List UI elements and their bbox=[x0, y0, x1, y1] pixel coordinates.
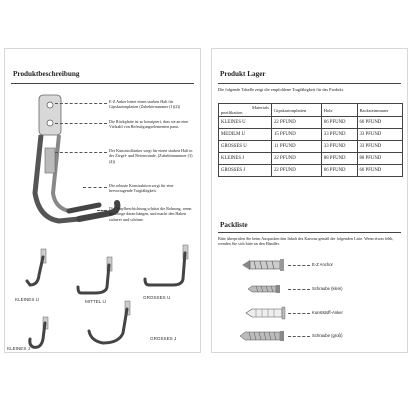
table-cell: 88 PFUND bbox=[321, 153, 357, 165]
table-cell: 66 PFUND bbox=[321, 117, 357, 129]
table-cell: 22 PFUND bbox=[272, 165, 322, 177]
column-header: Gipskartonplatten bbox=[272, 104, 322, 117]
part-label-plastic-anchor: Kunststoff-Anker bbox=[312, 310, 343, 315]
right-page-title: Produkt Lager bbox=[220, 70, 266, 78]
part-line-3 bbox=[288, 313, 310, 314]
table-cell: 33 PFUND bbox=[321, 129, 357, 141]
mittel-u-hook-image bbox=[77, 257, 117, 297]
table-cell: 66 PFUND bbox=[357, 165, 402, 177]
table-cell: 66 PFUND bbox=[321, 165, 357, 177]
table-corner-header bbox=[219, 104, 272, 117]
right-page bbox=[211, 48, 408, 353]
callout-line-5 bbox=[97, 210, 107, 211]
packliste-title: Packliste bbox=[220, 221, 248, 229]
table-row bbox=[219, 165, 403, 177]
plastic-anchor-image bbox=[246, 307, 286, 319]
kleines-j-hook-image bbox=[27, 317, 53, 351]
table-cell: 15 PFUND bbox=[272, 129, 322, 141]
title-divider bbox=[11, 83, 194, 84]
table-row bbox=[219, 129, 403, 141]
caption-grosses-u: GROSSES U bbox=[143, 295, 171, 300]
callout-plastic-anchor: Der Kunststoffanker sorgt für einen starken Halt in der Ziegel- und Betonwände. (Zubehörnummer (3)(4)) bbox=[109, 148, 193, 164]
table-header-row bbox=[219, 104, 403, 117]
table-row bbox=[219, 153, 403, 165]
table-cell: 66 PFUND bbox=[357, 117, 402, 129]
table-intro: Die folgende Tabelle zeigt die empfohlene Tragfähigkeit für das Produkt. bbox=[218, 87, 344, 92]
callout-line-3 bbox=[55, 152, 107, 153]
table-cell: 33 PFUND bbox=[357, 129, 402, 141]
column-header: Holz bbox=[321, 104, 357, 117]
title-divider bbox=[218, 83, 401, 84]
callout-line-4 bbox=[83, 187, 107, 188]
table-cell: 33 PFUND bbox=[321, 141, 357, 153]
table-cell: 22 PFUND bbox=[272, 153, 322, 165]
packliste-text: Bitte überprüfen Sie beim Auspacken den Inhalt des Kartons gemäß der folgenden Liste. Wenn etwas fehlt, wenden Sie sich bitte an den Händler. bbox=[218, 236, 394, 247]
corner-header-bottom: pezifikation bbox=[221, 110, 243, 115]
part-line-1 bbox=[288, 265, 310, 266]
table-cell: KLEINES U bbox=[219, 117, 272, 129]
caption-kleines-u: KLEINES U bbox=[15, 297, 39, 302]
table-cell: 11 PFUND bbox=[272, 141, 322, 153]
part-label-large-screw: Schraube (groß) bbox=[312, 333, 343, 338]
table-cell: 22 PFUND bbox=[272, 117, 322, 129]
packliste-divider bbox=[218, 232, 401, 233]
table-row bbox=[219, 141, 403, 153]
part-label-small-screw: Schraube (klein) bbox=[312, 286, 343, 291]
callout-vinyl: Die Vinylbeschichtung schützt die Rohrung, wenn Sie Dinge daran hängen, und macht den Haken sicherer und schöner. bbox=[109, 206, 192, 222]
table-row bbox=[219, 117, 403, 129]
table-cell: 33 PFUND bbox=[357, 141, 402, 153]
callout-line-1 bbox=[55, 103, 107, 104]
large-screw-image bbox=[240, 331, 286, 341]
table-cell: GROSSES U bbox=[219, 141, 272, 153]
ez-anchor-image bbox=[242, 259, 286, 271]
grosses-j-hook-image bbox=[85, 301, 135, 345]
column-header: Backsteinmauer bbox=[357, 104, 402, 117]
load-capacity-table bbox=[218, 103, 403, 177]
caption-kleines-j: KLEINES J bbox=[7, 346, 30, 351]
small-screw-image bbox=[248, 285, 282, 293]
callout-line-2 bbox=[55, 123, 107, 124]
part-line-4 bbox=[288, 336, 310, 337]
part-line-2 bbox=[288, 289, 310, 290]
callout-backplate: Die Rückplatte ist so konzipiert, dass sie an eine Vielzahl von Befestigungselementen passt. bbox=[109, 119, 189, 130]
caption-mittel-u: MITTEL U bbox=[85, 299, 106, 304]
callout-construction: Die robuste Konstruktion sorgt für eine hervorragende Tragfähigkeit. bbox=[109, 183, 174, 194]
table-cell: 88 PFUND bbox=[357, 153, 402, 165]
table-cell: KLEINES J bbox=[219, 153, 272, 165]
left-page bbox=[4, 48, 201, 353]
part-label-ez-anchor: E-Z Anchor bbox=[312, 262, 333, 267]
table-cell: MEDILM U bbox=[219, 129, 272, 141]
callout-anchor: E-Z Anker bietet einen starken Halt für Gipskartonplatten (Zubehörnummer (1)(2)) bbox=[109, 99, 181, 110]
caption-grosses-j: GROSSES J bbox=[150, 336, 177, 341]
corner-header-top: Materials bbox=[252, 105, 269, 110]
table-cell: GROSSES J bbox=[219, 165, 272, 177]
kleines-u-hook-image bbox=[25, 249, 51, 291]
left-page-title: Produktbeschreibung bbox=[13, 70, 80, 78]
grosses-u-hook-image bbox=[143, 245, 193, 289]
